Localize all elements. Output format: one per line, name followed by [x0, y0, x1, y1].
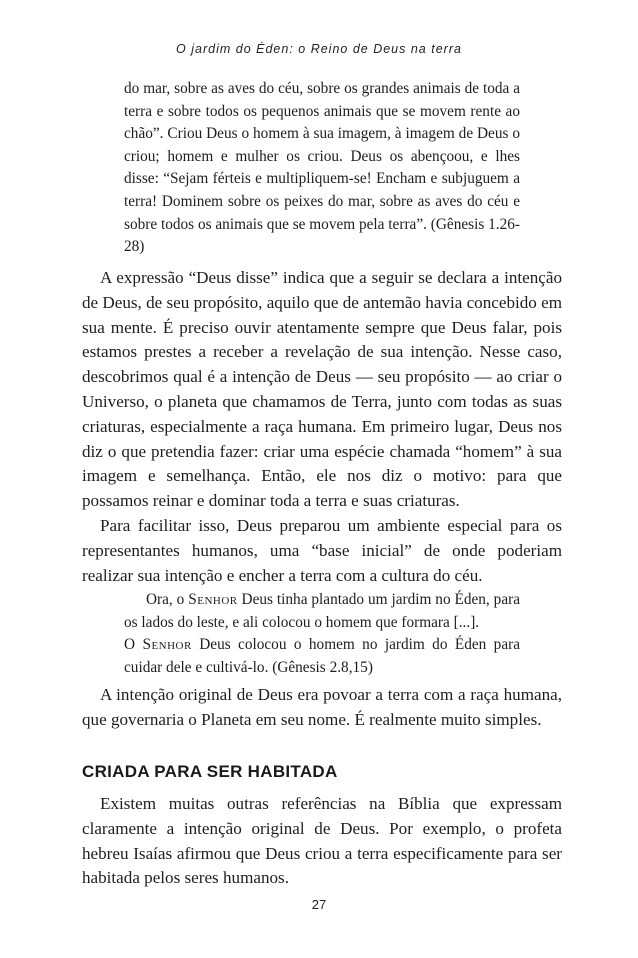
page-number: 27	[311, 897, 327, 912]
quote-segment: O	[124, 636, 143, 654]
running-header: O jardim do Éden: o Reino de Deus na terra	[176, 42, 462, 56]
paragraph: A expressão “Deus disse” indica que a seguir se declara a intenção de Deus, de seu propósito, aquilo que de antemão havia concebido em sua mente. É preciso ouvir atentamente sempre que Deus falar, pois estamos prestes a receber a revelação de sua intenção. Nesse caso, descobrimos qual é a intenção de Deus — seu propósito — ao criar o Universo, o planeta que chamamos de Terra, junto com todas as suas criaturas, especialmente a raça humana. Em primeiro lugar, Deus nos diz o que pretendia fazer: criar uma espécie chamada “homem” à sua imagem e semelhança. Então, ele nos diz o motivo: para que possamos reinar e dominar toda a terra e suas criaturas.	[82, 268, 562, 511]
quote-line	[124, 634, 520, 679]
body-text-section-1	[82, 266, 562, 588]
paragraph: Existem muitas outras referências na Bíblia que expressam claramente a intenção original de Deus. Por exemplo, o profeta hebreu Isaías afirmou que Deus criou a terra especificamente para ser habitada pelos seres humanos.	[82, 794, 562, 888]
quote-segment: Deus tinha plantado um jardim no Éden, para os lados do leste, e ali colocou o homem que formara [...].	[124, 591, 520, 631]
body-text-section-3	[82, 792, 562, 891]
quote-line	[124, 589, 520, 634]
senhor-small-caps: Senhor	[188, 591, 238, 608]
quote-text: do mar, sobre as aves do céu, sobre os grandes animais de toda a terra e sobre todos os pequenos animais que se movem rente ao chão”. Criou Deus o homem à sua imagem, à imagem de Deus o criou; homem e mulher os criou. Deus os abençoou, e lhes disse: “Sejam férteis e multipliquem-se! Encham e subjuguem a terra! Dominem sobre os peixes do mar, sobre as aves do céu e sobre todos os animais que se movem pela terra”. (Gênesis 1.26-28)	[124, 80, 520, 256]
section-heading: CRIADA PARA SER HABITADA	[82, 762, 338, 781]
quote-segment: Deus colocou o homem no jardim do Éden para cuidar dele e cultivá-lo. (Gênesis 2.8,15)	[124, 636, 520, 676]
body-text-section-2	[82, 683, 562, 733]
paragraph: Para facilitar isso, Deus preparou um ambiente especial para os representantes humanos, uma “base inicial” de onde poderiam realizar sua intenção e encher a terra com a cultura do céu.	[82, 515, 562, 585]
senhor-small-caps: Senhor	[142, 636, 192, 654]
block-quote-genesis-1	[124, 78, 520, 259]
quote-segment: Ora, o	[146, 591, 189, 608]
paragraph: A intenção original de Deus era povoar a terra com a raça humana, que governaria o Planeta em seu nome. É realmente muito simples.	[82, 685, 562, 729]
block-quote-genesis-2	[124, 589, 520, 679]
